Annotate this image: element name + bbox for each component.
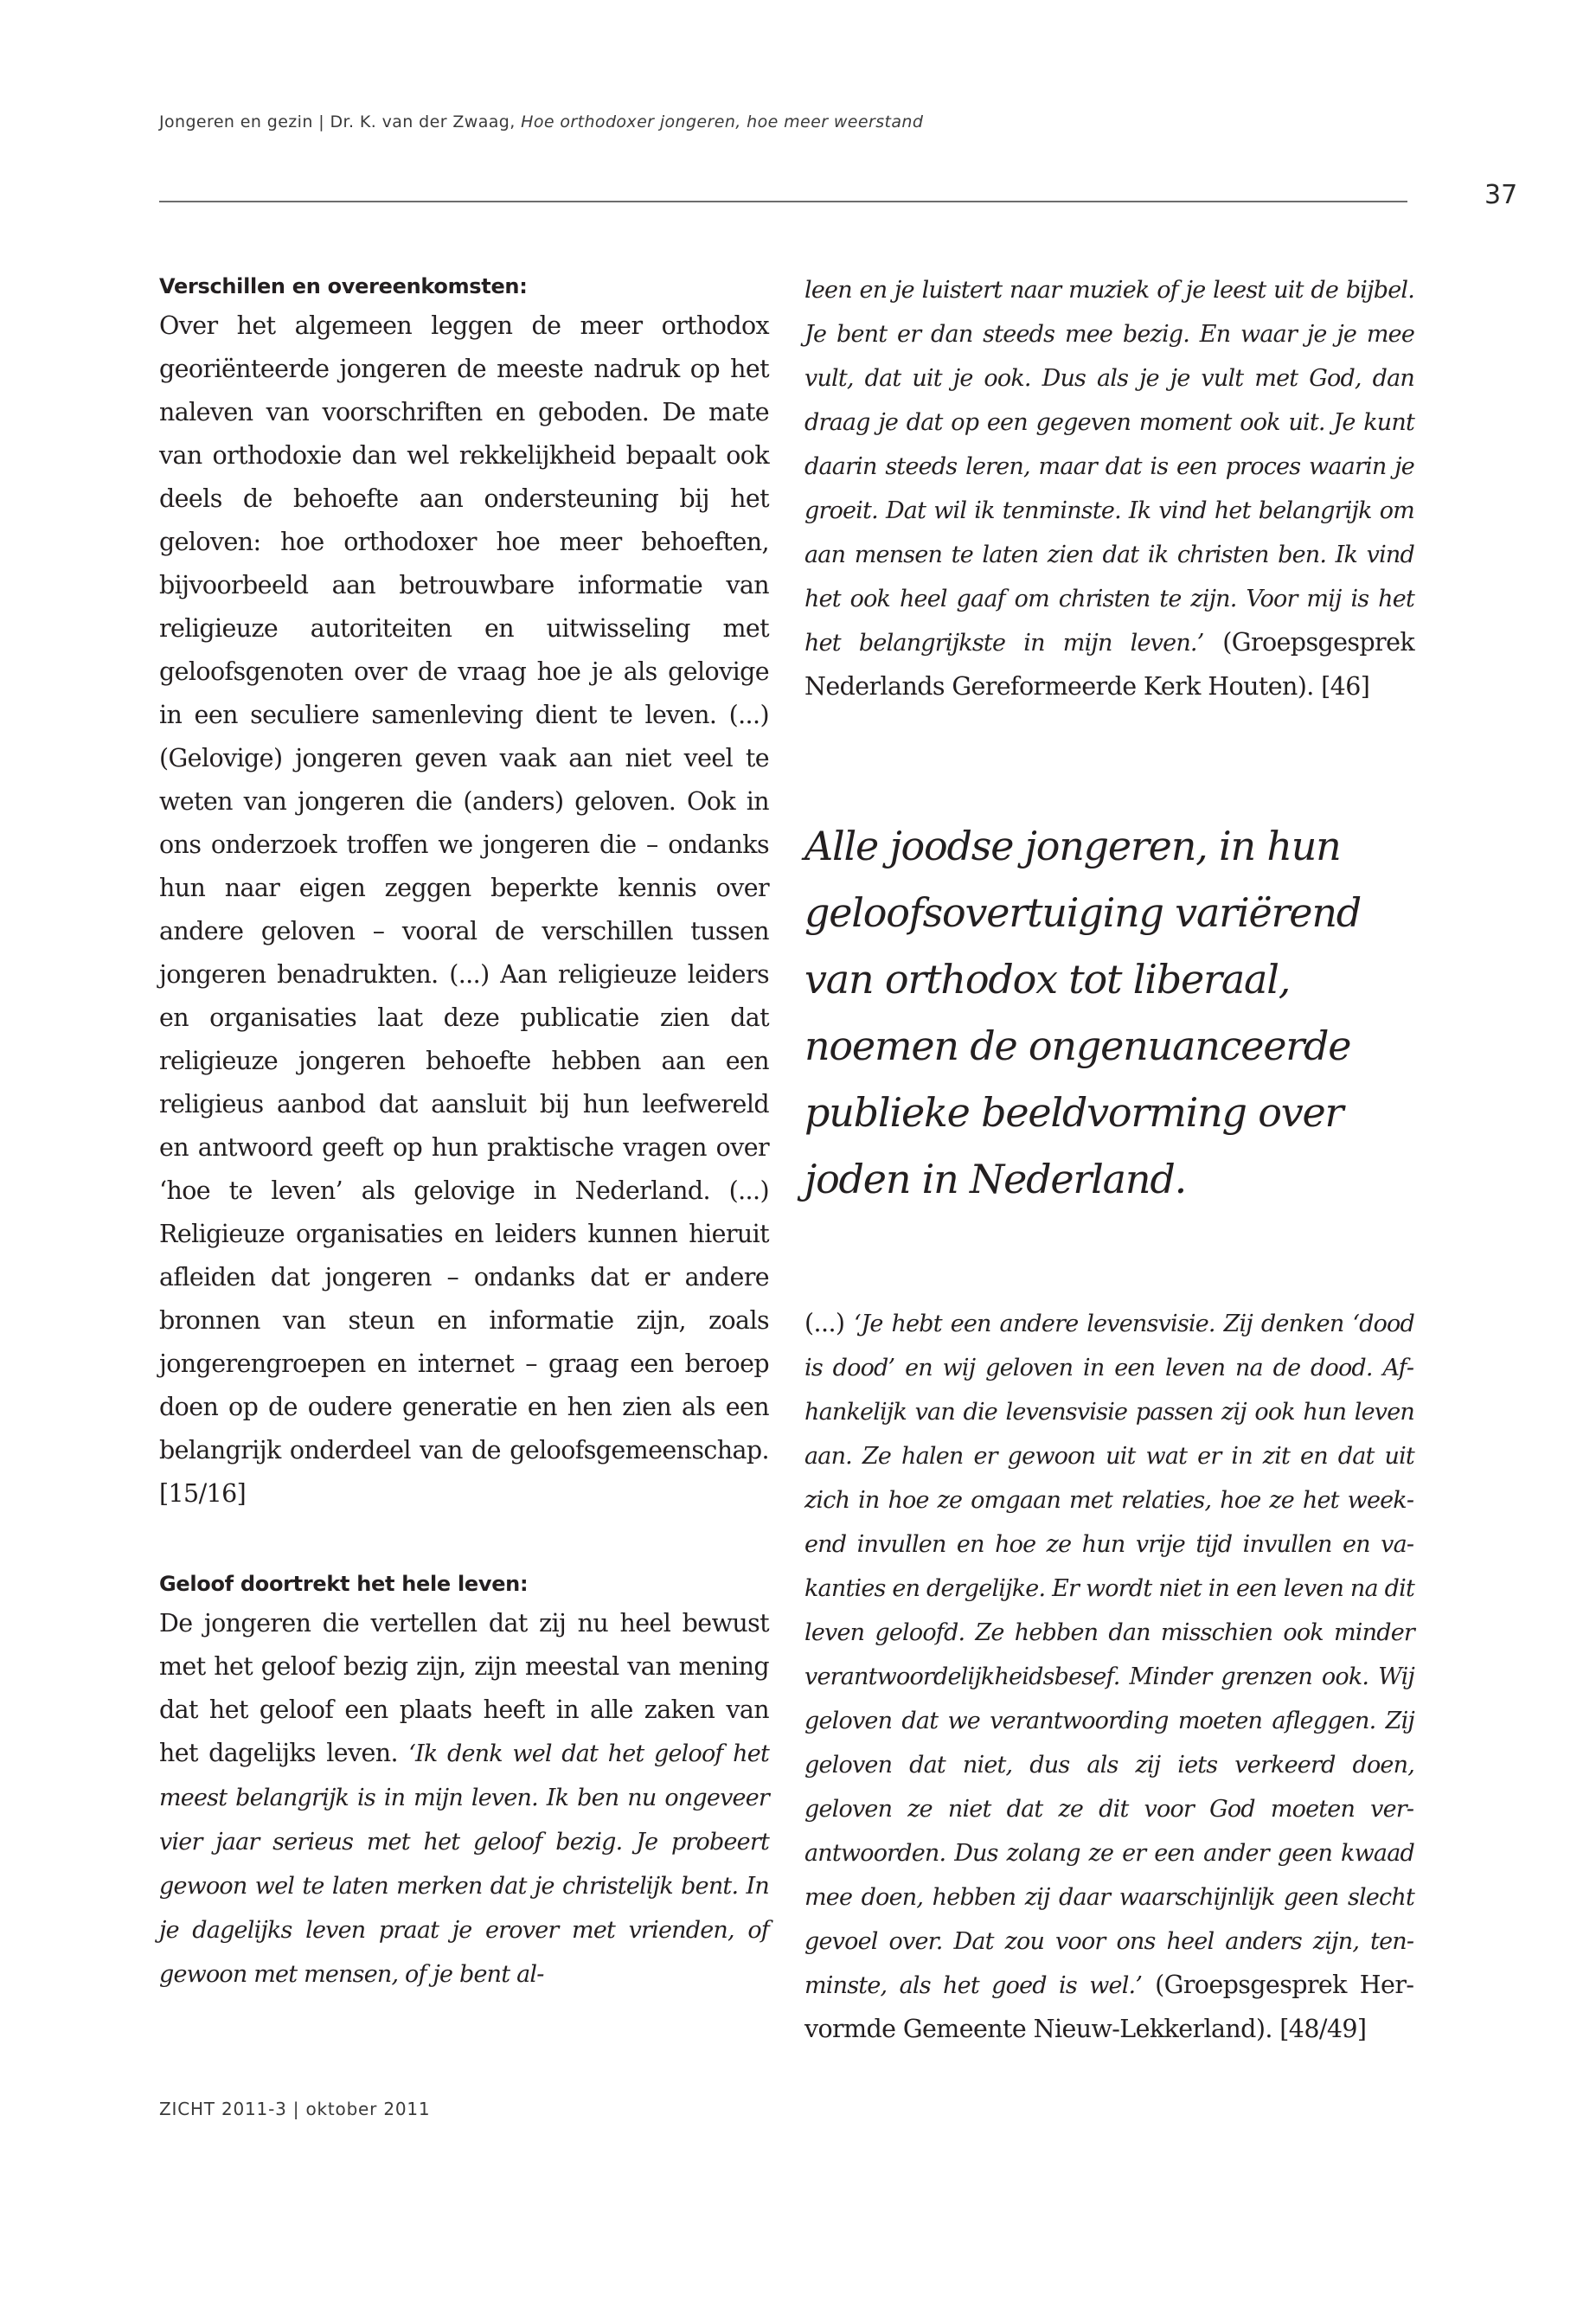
interview-quote: ‘Ik denk wel dat het geloof het meest belangrijk is in mijn leven. Ik ben nu ongeveer vier jaar serieus met het geloof bezig. Je probeert gewoon wel te laten merken dat je christelijk bent. In je dagelijks leven praat je erover met vrienden, of gewoon met mensen, of je bent al- [159,1740,769,1988]
right-column-lower [804,1302,1414,2051]
section-body-differences: Over het algemeen leggen de meer orthodox georiënteerde jongeren de meeste nadruk op het naleven van voorschriften en geboden. De mate van orthodoxie dan wel rekkelijkheid bepaalt ook deels de behoefte aan ondersteuning bij het geloven: hoe orthodoxer hoe meer behoeften, bijvoorbeeld aan betrouwbare informatie van religieuze autoriteiten en uitwisseling met geloofsgenoten over de vraag hoe je als gelovige in een seculiere samenleving dient te leven. (...) (Gelovige) jongeren geven vaak aan niet veel te weten van jongeren die (anders) geloven. Ook in ons onderzoek troffen we jongeren die – ondanks hun naar eigen zeggen beperkte kennis over andere geloven – vooral de verschillen tussen jongeren benadrukten. (...) Aan religieuze leiders en organisaties laat deze publicatie zien dat religieuze jongeren behoefte hebben aan een religieus aanbod dat aansluit bij hun leefwereld en antwoord geeft op hun praktische vragen over ‘hoe te leven’ als gelovige in Nederland. (...) Religieuze organisaties en leiders kunnen hieruit afleiden dat jongeren – ondanks dat er andere bronnen van steun en informatie zijn, zoals jongerengroepen en internet – graag een beroep doen op de oudere generatie en hen zien als een belangrijk onderdeel van de geloofsgemeenschap. [15/16] [159,311,769,1508]
body-text: De jongeren die vertellen dat zij nu heel bewust met het geloof bezig zijn, zijn meestal van mening dat het geloof een plaats heeft in alle zaken van het dagelijks leven. [159,1609,769,1767]
quote-source: (Groepsgesprek Hervormde Gemeente Nieuw-Lekkerland). [48/49] [804,1971,1414,2043]
section-heading-differences: Verschillen en overeenkomsten: [159,274,528,298]
pull-quote: Alle joodse jongeren, in hun geloofsovertuiging variërend van orthodox tot liberaal, noemen de ongenuanceerde publieke beeldvorming over joden in Nederland. [804,823,1361,1202]
quote-source: (Groepsgesprek Nederlands Gereformeerde Kerk Houten). [46] [804,628,1415,701]
interview-quote: leen en je luistert naar muziek of je leest uit de bijbel. Je bent er dan steeds mee bezig. En waar je je mee vult, dat uit je ook. Dus als je je vult met God, dan draag je dat op een gegeven moment ook uit. Je kunt daarin steeds leren, maar dat is een proces waarin je groeit. Dat wil ik tenminste. Ik vind het belangrijk om aan mensen te laten zien dat ik christen ben. Ik vind het ook heel gaaf om christen te zijn. Voor mij is het het belangrijkste in mijn leven.’ [804,277,1414,657]
quote-second [804,1302,1414,2051]
quote-continuation [804,268,1414,708]
page-number: 37 [1484,180,1518,210]
running-head [159,112,923,131]
section-heading-faith-life: Geloof doortrekt het hele leven: [159,1572,529,1596]
page-footer: ZICHT 2011-3 | oktober 2011 [159,2099,431,2119]
right-column-upper [804,268,1414,708]
left-column [159,268,769,1997]
running-head-article-title: Hoe orthodoxer jongeren, hoe meer weerstand [521,112,924,131]
header-rule [159,201,1407,202]
running-head-section: Jongeren en gezin | Dr. K. van der Zwaag, [159,112,522,131]
ellipsis-prefix: (...) [804,1309,854,1337]
section-body-faith-life [159,1602,769,1997]
interview-quote: ‘Je hebt een andere levensvisie. Zij denken ‘dood is dood’ en wij geloven in een leven na de dood. Afhankelijk van die levensvisie passen zij ook hun leven aan. Ze halen er gewoon uit wat er in zit en dat uit zich in hoe ze omgaan met relaties, hoe ze het weekend invullen en hoe ze hun vrije tijd invullen en vakanties en dergelijke. Er wordt niet in een leven na dit leven geloofd. Ze hebben dan misschien ook minder verantwoordelijkheidsbesef. Minder grenzen ook. Wij geloven dat we verantwoording moeten afleggen. Zij geloven dat niet, dus als zij iets verkeerd doen, geloven ze niet dat ze dit voor God moeten verantwoorden. Dus zolang ze er een ander geen kwaad mee doen, hebben zij daar waarschijnlijk geen slecht gevoel over. Dat zou voor ons heel anders zijn, tenminste, als het goed is wel.’ [804,1311,1414,1999]
section-spacer [159,1516,769,1566]
